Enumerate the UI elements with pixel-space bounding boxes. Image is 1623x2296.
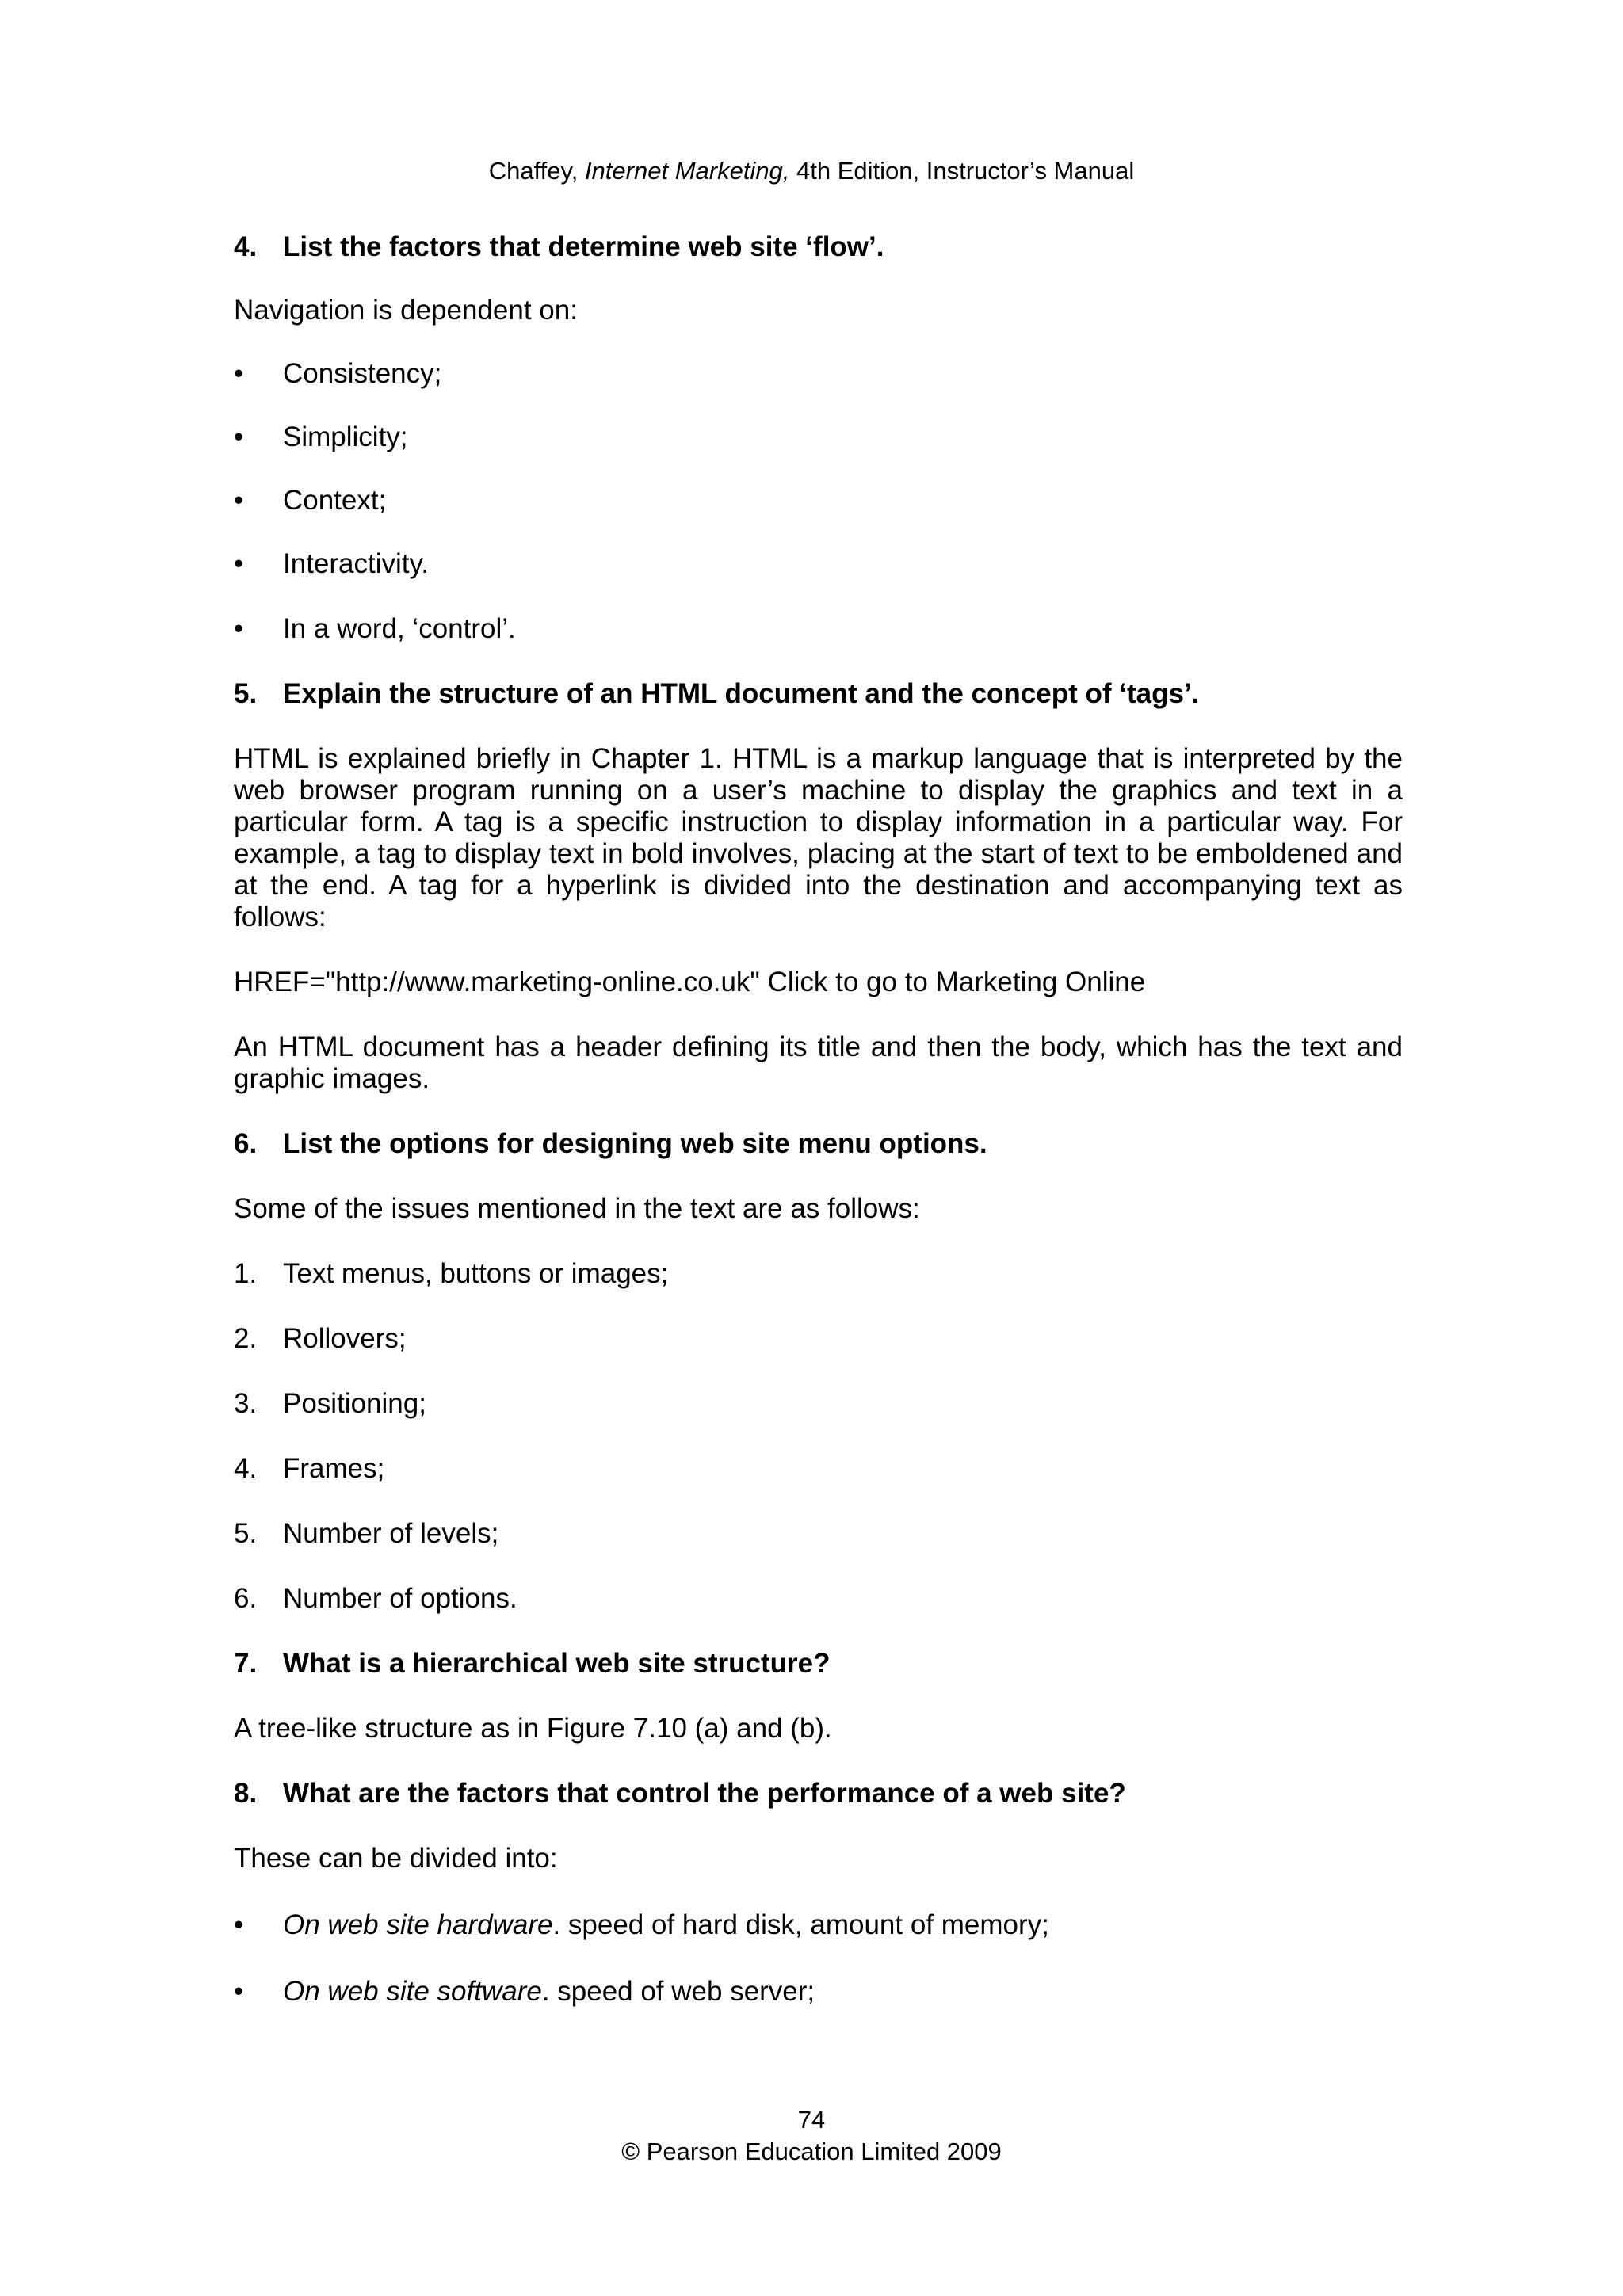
list-item-text: Number of levels; <box>283 1518 499 1549</box>
question-text: List the factors that determine web site ‘flow’. <box>283 231 884 262</box>
list-item-text: Text menus, buttons or images; <box>283 1258 669 1289</box>
header-book-title: Internet Marketing, <box>584 157 790 185</box>
list-item-rest: . speed of hard disk, amount of memory; <box>552 1909 1049 1940</box>
list-item-number: 6. <box>234 1583 258 1614</box>
list-item-text: Rollovers; <box>283 1323 407 1354</box>
question-text: What is a hierarchical web site structure? <box>283 1648 831 1679</box>
bullet-icon: • <box>234 485 244 516</box>
list-item-text: In a word, ‘control’. <box>283 613 516 644</box>
list-item <box>234 1976 1403 2008</box>
list-item-text: Simplicity; <box>283 421 408 452</box>
list-item-number: 5. <box>234 1518 258 1549</box>
question-number: 4. <box>234 231 258 262</box>
question-5-heading <box>234 678 1403 710</box>
question-text: Explain the structure of an HTML document and the concept of ‘tags’. <box>283 678 1200 709</box>
question-text: What are the factors that control the performance of a web site? <box>283 1778 1126 1809</box>
list-item <box>234 1518 1403 1550</box>
bullet-icon: • <box>234 358 244 389</box>
question-6-heading <box>234 1128 1403 1160</box>
header-author: Chaffey, <box>488 157 585 185</box>
list-item-text: Positioning; <box>283 1388 426 1419</box>
question-text: List the options for designing web site menu options. <box>283 1128 987 1159</box>
list-item <box>234 1583 1403 1615</box>
q5-paragraph-2: An HTML document has a header defining its title and then the body, which has the text and graphic images. <box>234 1032 1403 1094</box>
list-item-number: 4. <box>234 1453 258 1484</box>
list-item <box>234 548 1403 580</box>
q8-intro: These can be divided into: <box>234 1843 558 1874</box>
list-item-text: Interactivity. <box>283 548 430 579</box>
question-number: 7. <box>234 1648 258 1679</box>
list-item-text <box>283 1976 815 2008</box>
bullet-icon: • <box>234 1909 244 1940</box>
q7-answer: A tree-like structure as in Figure 7.10 (a) and (b). <box>234 1713 832 1744</box>
list-item <box>234 1388 1403 1420</box>
list-item <box>234 485 1403 517</box>
running-header <box>0 155 1623 187</box>
page-number: 74 <box>797 2106 826 2134</box>
question-number: 8. <box>234 1778 258 1809</box>
q5-paragraph-1: HTML is explained briefly in Chapter 1. HTML is a markup language that is interpreted by the web browser program running on a user’s machine to display the graphics and text in a particular form. A tag is a specific instruction to display information in a particular way. For example, a tag to display text in bold involves, placing at the start of text to be emboldened and at the end. A tag for a hyperlink is divided into the destination and accompanying text as follows: <box>234 743 1403 933</box>
question-number: 6. <box>234 1128 258 1159</box>
list-item <box>234 1909 1403 1941</box>
list-item-text: Context; <box>283 485 387 516</box>
bullet-icon: • <box>234 548 244 579</box>
list-item-italic: On web site hardware <box>283 1909 553 1940</box>
question-8-heading <box>234 1778 1403 1810</box>
list-item <box>234 613 1403 645</box>
question-4-heading <box>234 231 1403 263</box>
bullet-icon: • <box>234 613 244 644</box>
list-item-rest: . speed of web server; <box>541 1976 815 2007</box>
q5-href-example: HREF="http://www.marketing-online.co.uk" Click to go to Marketing Online <box>234 967 1146 997</box>
question-7-heading <box>234 1648 1403 1680</box>
list-item-number: 3. <box>234 1388 258 1419</box>
list-item <box>234 358 1403 390</box>
list-item-text: Consistency; <box>283 358 442 389</box>
question-number: 5. <box>234 678 258 709</box>
list-item-number: 1. <box>234 1258 258 1289</box>
list-item-text: Frames; <box>283 1453 385 1484</box>
list-item <box>234 421 1403 453</box>
bullet-icon: • <box>234 1976 244 2007</box>
list-item <box>234 1258 1403 1290</box>
header-edition: 4th Edition, Instructor’s Manual <box>789 157 1135 185</box>
list-item-italic: On web site software <box>283 1976 542 2007</box>
q4-intro: Navigation is dependent on: <box>234 295 578 326</box>
q6-intro: Some of the issues mentioned in the text are as follows: <box>234 1193 920 1224</box>
bullet-icon: • <box>234 421 244 452</box>
page-footer <box>0 2104 1623 2168</box>
list-item <box>234 1453 1403 1485</box>
list-item-text: Number of options. <box>283 1583 517 1614</box>
list-item <box>234 1323 1403 1355</box>
copyright-notice: © Pearson Education Limited 2009 <box>621 2138 1002 2165</box>
list-item-number: 2. <box>234 1323 258 1354</box>
page-content <box>234 231 1403 2008</box>
list-item-text <box>283 1909 1049 1941</box>
